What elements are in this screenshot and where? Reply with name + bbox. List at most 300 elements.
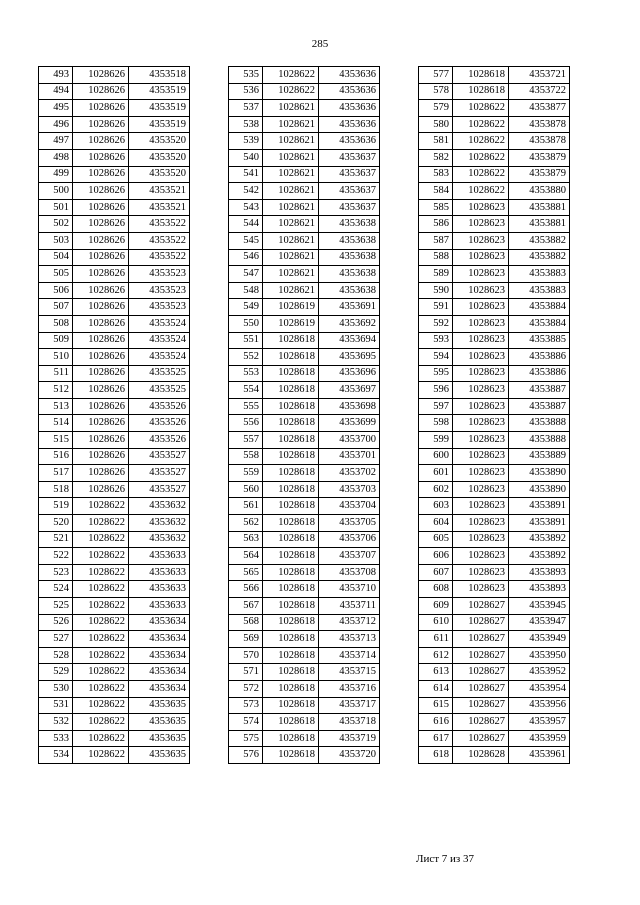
x-coordinate-cell: 1028622 (73, 515, 129, 532)
point-number-cell: 561 (229, 498, 263, 515)
x-coordinate-cell: 1028623 (453, 232, 509, 249)
y-coordinate-cell: 4353879 (509, 166, 570, 183)
x-coordinate-cell: 1028626 (73, 67, 129, 84)
x-coordinate-cell: 1028622 (73, 564, 129, 581)
point-number-cell: 606 (419, 548, 453, 565)
table-row (39, 730, 190, 747)
table-row (419, 266, 570, 283)
point-number-cell: 572 (229, 680, 263, 697)
x-coordinate-cell: 1028626 (73, 232, 129, 249)
x-coordinate-cell: 1028618 (263, 398, 319, 415)
x-coordinate-cell: 1028622 (73, 647, 129, 664)
point-number-cell: 570 (229, 647, 263, 664)
table-row (39, 664, 190, 681)
x-coordinate-cell: 1028621 (263, 282, 319, 299)
point-number-cell: 511 (39, 365, 73, 382)
y-coordinate-cell: 4353700 (319, 432, 380, 449)
point-number-cell: 518 (39, 481, 73, 498)
x-coordinate-cell: 1028623 (453, 548, 509, 565)
table-row (39, 315, 190, 332)
y-coordinate-cell: 4353526 (129, 415, 190, 432)
point-number-cell: 573 (229, 697, 263, 714)
y-coordinate-cell: 4353886 (509, 349, 570, 366)
table-row (229, 398, 380, 415)
point-number-cell: 515 (39, 432, 73, 449)
y-coordinate-cell: 4353890 (509, 465, 570, 482)
x-coordinate-cell: 1028623 (453, 199, 509, 216)
y-coordinate-cell: 4353632 (129, 531, 190, 548)
x-coordinate-cell: 1028627 (453, 631, 509, 648)
point-number-cell: 502 (39, 216, 73, 233)
x-coordinate-cell: 1028623 (453, 448, 509, 465)
y-coordinate-cell: 4353705 (319, 515, 380, 532)
x-coordinate-cell: 1028618 (263, 664, 319, 681)
table-row (39, 282, 190, 299)
y-coordinate-cell: 4353884 (509, 315, 570, 332)
x-coordinate-cell: 1028621 (263, 166, 319, 183)
x-coordinate-cell: 1028626 (73, 315, 129, 332)
y-coordinate-cell: 4353520 (129, 133, 190, 150)
point-number-cell: 555 (229, 398, 263, 415)
table-row (39, 232, 190, 249)
point-number-cell: 587 (419, 232, 453, 249)
y-coordinate-cell: 4353701 (319, 448, 380, 465)
x-coordinate-cell: 1028626 (73, 282, 129, 299)
y-coordinate-cell: 4353635 (129, 697, 190, 714)
point-number-cell: 535 (229, 67, 263, 84)
coordinates-table-2 (228, 66, 380, 764)
point-number-cell: 611 (419, 631, 453, 648)
y-coordinate-cell: 4353634 (129, 647, 190, 664)
y-coordinate-cell: 4353524 (129, 332, 190, 349)
y-coordinate-cell: 4353695 (319, 349, 380, 366)
table-row (229, 299, 380, 316)
table-row (419, 133, 570, 150)
table-row (39, 332, 190, 349)
table-row (39, 365, 190, 382)
table-row (229, 199, 380, 216)
x-coordinate-cell: 1028618 (263, 498, 319, 515)
table-row (39, 216, 190, 233)
y-coordinate-cell: 4353957 (509, 714, 570, 731)
x-coordinate-cell: 1028626 (73, 183, 129, 200)
x-coordinate-cell: 1028618 (263, 680, 319, 697)
point-number-cell: 601 (419, 465, 453, 482)
point-number-cell: 545 (229, 232, 263, 249)
point-number-cell: 519 (39, 498, 73, 515)
coordinates-table-1 (38, 66, 190, 764)
table-row (39, 415, 190, 432)
table-row (419, 67, 570, 84)
x-coordinate-cell: 1028618 (263, 448, 319, 465)
table-row (229, 83, 380, 100)
x-coordinate-cell: 1028623 (453, 515, 509, 532)
y-coordinate-cell: 4353704 (319, 498, 380, 515)
y-coordinate-cell: 4353636 (319, 83, 380, 100)
point-number-cell: 569 (229, 631, 263, 648)
point-number-cell: 607 (419, 564, 453, 581)
point-number-cell: 507 (39, 299, 73, 316)
point-number-cell: 599 (419, 432, 453, 449)
point-number-cell: 594 (419, 349, 453, 366)
y-coordinate-cell: 4353691 (319, 299, 380, 316)
point-number-cell: 499 (39, 166, 73, 183)
table-row (229, 415, 380, 432)
point-number-cell: 563 (229, 531, 263, 548)
y-coordinate-cell: 4353634 (129, 680, 190, 697)
x-coordinate-cell: 1028622 (73, 730, 129, 747)
table-row (419, 647, 570, 664)
x-coordinate-cell: 1028623 (453, 349, 509, 366)
point-number-cell: 592 (419, 315, 453, 332)
table-row (229, 232, 380, 249)
point-number-cell: 575 (229, 730, 263, 747)
y-coordinate-cell: 4353716 (319, 680, 380, 697)
table-row (39, 116, 190, 133)
x-coordinate-cell: 1028627 (453, 714, 509, 731)
y-coordinate-cell: 4353703 (319, 481, 380, 498)
y-coordinate-cell: 4353719 (319, 730, 380, 747)
point-number-cell: 584 (419, 183, 453, 200)
x-coordinate-cell: 1028618 (263, 614, 319, 631)
x-coordinate-cell: 1028619 (263, 315, 319, 332)
table-row (419, 498, 570, 515)
table-row (419, 183, 570, 200)
y-coordinate-cell: 4353633 (129, 548, 190, 565)
table-row (229, 564, 380, 581)
point-number-cell: 496 (39, 116, 73, 133)
point-number-cell: 603 (419, 498, 453, 515)
y-coordinate-cell: 4353887 (509, 382, 570, 399)
point-number-cell: 568 (229, 614, 263, 631)
table-row (229, 448, 380, 465)
point-number-cell: 579 (419, 100, 453, 117)
y-coordinate-cell: 4353879 (509, 149, 570, 166)
y-coordinate-cell: 4353637 (319, 149, 380, 166)
point-number-cell: 566 (229, 581, 263, 598)
x-coordinate-cell: 1028618 (263, 515, 319, 532)
y-coordinate-cell: 4353882 (509, 232, 570, 249)
table-row (419, 282, 570, 299)
y-coordinate-cell: 4353522 (129, 249, 190, 266)
table-row (419, 598, 570, 615)
table-row (39, 697, 190, 714)
table-row (39, 598, 190, 615)
y-coordinate-cell: 4353636 (319, 67, 380, 84)
x-coordinate-cell: 1028623 (453, 365, 509, 382)
table-row (39, 382, 190, 399)
table-row (229, 249, 380, 266)
table-row (419, 398, 570, 415)
x-coordinate-cell: 1028627 (453, 614, 509, 631)
table-row (419, 332, 570, 349)
point-number-cell: 498 (39, 149, 73, 166)
y-coordinate-cell: 4353635 (129, 714, 190, 731)
y-coordinate-cell: 4353718 (319, 714, 380, 731)
table-row (229, 465, 380, 482)
y-coordinate-cell: 4353526 (129, 398, 190, 415)
x-coordinate-cell: 1028618 (263, 564, 319, 581)
table-row (419, 714, 570, 731)
point-number-cell: 526 (39, 614, 73, 631)
x-coordinate-cell: 1028623 (453, 481, 509, 498)
point-number-cell: 534 (39, 747, 73, 764)
y-coordinate-cell: 4353883 (509, 282, 570, 299)
x-coordinate-cell: 1028618 (263, 531, 319, 548)
x-coordinate-cell: 1028627 (453, 664, 509, 681)
point-number-cell: 551 (229, 332, 263, 349)
point-number-cell: 582 (419, 149, 453, 166)
x-coordinate-cell: 1028627 (453, 647, 509, 664)
x-coordinate-cell: 1028626 (73, 465, 129, 482)
y-coordinate-cell: 4353633 (129, 564, 190, 581)
y-coordinate-cell: 4353883 (509, 266, 570, 283)
point-number-cell: 516 (39, 448, 73, 465)
x-coordinate-cell: 1028623 (453, 315, 509, 332)
point-number-cell: 529 (39, 664, 73, 681)
point-number-cell: 597 (419, 398, 453, 415)
y-coordinate-cell: 4353525 (129, 365, 190, 382)
x-coordinate-cell: 1028618 (263, 365, 319, 382)
table-row (229, 647, 380, 664)
x-coordinate-cell: 1028623 (453, 266, 509, 283)
table-row (419, 614, 570, 631)
point-number-cell: 571 (229, 664, 263, 681)
table-row (229, 747, 380, 764)
point-number-cell: 604 (419, 515, 453, 532)
table-row (419, 100, 570, 117)
x-coordinate-cell: 1028621 (263, 216, 319, 233)
x-coordinate-cell: 1028622 (73, 614, 129, 631)
table-row (39, 448, 190, 465)
point-number-cell: 565 (229, 564, 263, 581)
table-row (229, 67, 380, 84)
point-number-cell: 539 (229, 133, 263, 150)
x-coordinate-cell: 1028626 (73, 332, 129, 349)
x-coordinate-cell: 1028626 (73, 365, 129, 382)
x-coordinate-cell: 1028623 (453, 581, 509, 598)
x-coordinate-cell: 1028626 (73, 349, 129, 366)
table-row (419, 315, 570, 332)
x-coordinate-cell: 1028621 (263, 232, 319, 249)
x-coordinate-cell: 1028627 (453, 598, 509, 615)
point-number-cell: 520 (39, 515, 73, 532)
x-coordinate-cell: 1028626 (73, 398, 129, 415)
x-coordinate-cell: 1028621 (263, 249, 319, 266)
x-coordinate-cell: 1028626 (73, 432, 129, 449)
table-row (229, 149, 380, 166)
table-row (419, 531, 570, 548)
table-row (419, 697, 570, 714)
point-number-cell: 602 (419, 481, 453, 498)
x-coordinate-cell: 1028618 (263, 581, 319, 598)
x-coordinate-cell: 1028626 (73, 133, 129, 150)
point-number-cell: 523 (39, 564, 73, 581)
y-coordinate-cell: 4353722 (509, 83, 570, 100)
point-number-cell: 567 (229, 598, 263, 615)
point-number-cell: 578 (419, 83, 453, 100)
y-coordinate-cell: 4353523 (129, 299, 190, 316)
y-coordinate-cell: 4353634 (129, 631, 190, 648)
point-number-cell: 494 (39, 83, 73, 100)
point-number-cell: 577 (419, 67, 453, 84)
point-number-cell: 593 (419, 332, 453, 349)
table-row (419, 299, 570, 316)
point-number-cell: 504 (39, 249, 73, 266)
table-row (39, 299, 190, 316)
table-row (39, 149, 190, 166)
x-coordinate-cell: 1028618 (263, 631, 319, 648)
x-coordinate-cell: 1028623 (453, 282, 509, 299)
x-coordinate-cell: 1028622 (73, 747, 129, 764)
point-number-cell: 505 (39, 266, 73, 283)
y-coordinate-cell: 4353881 (509, 216, 570, 233)
x-coordinate-cell: 1028622 (73, 581, 129, 598)
point-number-cell: 536 (229, 83, 263, 100)
y-coordinate-cell: 4353712 (319, 614, 380, 631)
y-coordinate-cell: 4353878 (509, 133, 570, 150)
point-number-cell: 585 (419, 199, 453, 216)
point-number-cell: 559 (229, 465, 263, 482)
x-coordinate-cell: 1028626 (73, 266, 129, 283)
table-row (229, 216, 380, 233)
y-coordinate-cell: 4353947 (509, 614, 570, 631)
x-coordinate-cell: 1028622 (73, 680, 129, 697)
y-coordinate-cell: 4353692 (319, 315, 380, 332)
table-row (419, 216, 570, 233)
table-row (419, 232, 570, 249)
table-row (39, 166, 190, 183)
table-row (39, 614, 190, 631)
point-number-cell: 509 (39, 332, 73, 349)
table-row (39, 581, 190, 598)
table-row (39, 714, 190, 731)
y-coordinate-cell: 4353636 (319, 100, 380, 117)
point-number-cell: 608 (419, 581, 453, 598)
point-number-cell: 493 (39, 67, 73, 84)
table-row (39, 680, 190, 697)
y-coordinate-cell: 4353710 (319, 581, 380, 598)
x-coordinate-cell: 1028622 (73, 598, 129, 615)
y-coordinate-cell: 4353707 (319, 548, 380, 565)
table-row (229, 133, 380, 150)
point-number-cell: 497 (39, 133, 73, 150)
table-row (229, 614, 380, 631)
y-coordinate-cell: 4353525 (129, 382, 190, 399)
x-coordinate-cell: 1028618 (263, 697, 319, 714)
table-row (419, 415, 570, 432)
y-coordinate-cell: 4353637 (319, 166, 380, 183)
x-coordinate-cell: 1028618 (263, 332, 319, 349)
x-coordinate-cell: 1028621 (263, 100, 319, 117)
point-number-cell: 552 (229, 349, 263, 366)
coordinates-table-3 (418, 66, 570, 764)
x-coordinate-cell: 1028626 (73, 382, 129, 399)
point-number-cell: 600 (419, 448, 453, 465)
y-coordinate-cell: 4353891 (509, 498, 570, 515)
table-row (229, 664, 380, 681)
y-coordinate-cell: 4353892 (509, 531, 570, 548)
x-coordinate-cell: 1028627 (453, 697, 509, 714)
table-row (39, 498, 190, 515)
y-coordinate-cell: 4353522 (129, 232, 190, 249)
y-coordinate-cell: 4353520 (129, 149, 190, 166)
y-coordinate-cell: 4353893 (509, 564, 570, 581)
y-coordinate-cell: 4353721 (509, 67, 570, 84)
x-coordinate-cell: 1028626 (73, 481, 129, 498)
y-coordinate-cell: 4353527 (129, 481, 190, 498)
table-row (229, 515, 380, 532)
x-coordinate-cell: 1028628 (453, 747, 509, 764)
y-coordinate-cell: 4353520 (129, 166, 190, 183)
x-coordinate-cell: 1028618 (263, 714, 319, 731)
x-coordinate-cell: 1028618 (263, 382, 319, 399)
table-row (419, 349, 570, 366)
point-number-cell: 524 (39, 581, 73, 598)
table-row (229, 730, 380, 747)
point-number-cell: 537 (229, 100, 263, 117)
point-number-cell: 521 (39, 531, 73, 548)
y-coordinate-cell: 4353949 (509, 631, 570, 648)
point-number-cell: 613 (419, 664, 453, 681)
table-row (229, 531, 380, 548)
y-coordinate-cell: 4353885 (509, 332, 570, 349)
x-coordinate-cell: 1028626 (73, 299, 129, 316)
point-number-cell: 616 (419, 714, 453, 731)
table-row (419, 481, 570, 498)
x-coordinate-cell: 1028618 (263, 432, 319, 449)
y-coordinate-cell: 4353521 (129, 199, 190, 216)
y-coordinate-cell: 4353887 (509, 398, 570, 415)
x-coordinate-cell: 1028626 (73, 249, 129, 266)
table-row (419, 515, 570, 532)
table-row (229, 680, 380, 697)
table-row (419, 747, 570, 764)
y-coordinate-cell: 4353961 (509, 747, 570, 764)
y-coordinate-cell: 4353888 (509, 432, 570, 449)
table-row (39, 266, 190, 283)
y-coordinate-cell: 4353634 (129, 614, 190, 631)
table-row (229, 282, 380, 299)
x-coordinate-cell: 1028627 (453, 680, 509, 697)
x-coordinate-cell: 1028623 (453, 249, 509, 266)
y-coordinate-cell: 4353522 (129, 216, 190, 233)
y-coordinate-cell: 4353519 (129, 116, 190, 133)
y-coordinate-cell: 4353698 (319, 398, 380, 415)
point-number-cell: 549 (229, 299, 263, 316)
x-coordinate-cell: 1028622 (73, 697, 129, 714)
x-coordinate-cell: 1028622 (453, 149, 509, 166)
point-number-cell: 598 (419, 415, 453, 432)
point-number-cell: 583 (419, 166, 453, 183)
point-number-cell: 562 (229, 515, 263, 532)
point-number-cell: 512 (39, 382, 73, 399)
point-number-cell: 510 (39, 349, 73, 366)
table-row (39, 133, 190, 150)
point-number-cell: 580 (419, 116, 453, 133)
table-row (229, 315, 380, 332)
table-row (229, 382, 380, 399)
point-number-cell: 495 (39, 100, 73, 117)
table-row (39, 515, 190, 532)
point-number-cell: 617 (419, 730, 453, 747)
y-coordinate-cell: 4353523 (129, 266, 190, 283)
point-number-cell: 618 (419, 747, 453, 764)
x-coordinate-cell: 1028623 (453, 465, 509, 482)
y-coordinate-cell: 4353521 (129, 183, 190, 200)
x-coordinate-cell: 1028621 (263, 266, 319, 283)
y-coordinate-cell: 4353954 (509, 680, 570, 697)
